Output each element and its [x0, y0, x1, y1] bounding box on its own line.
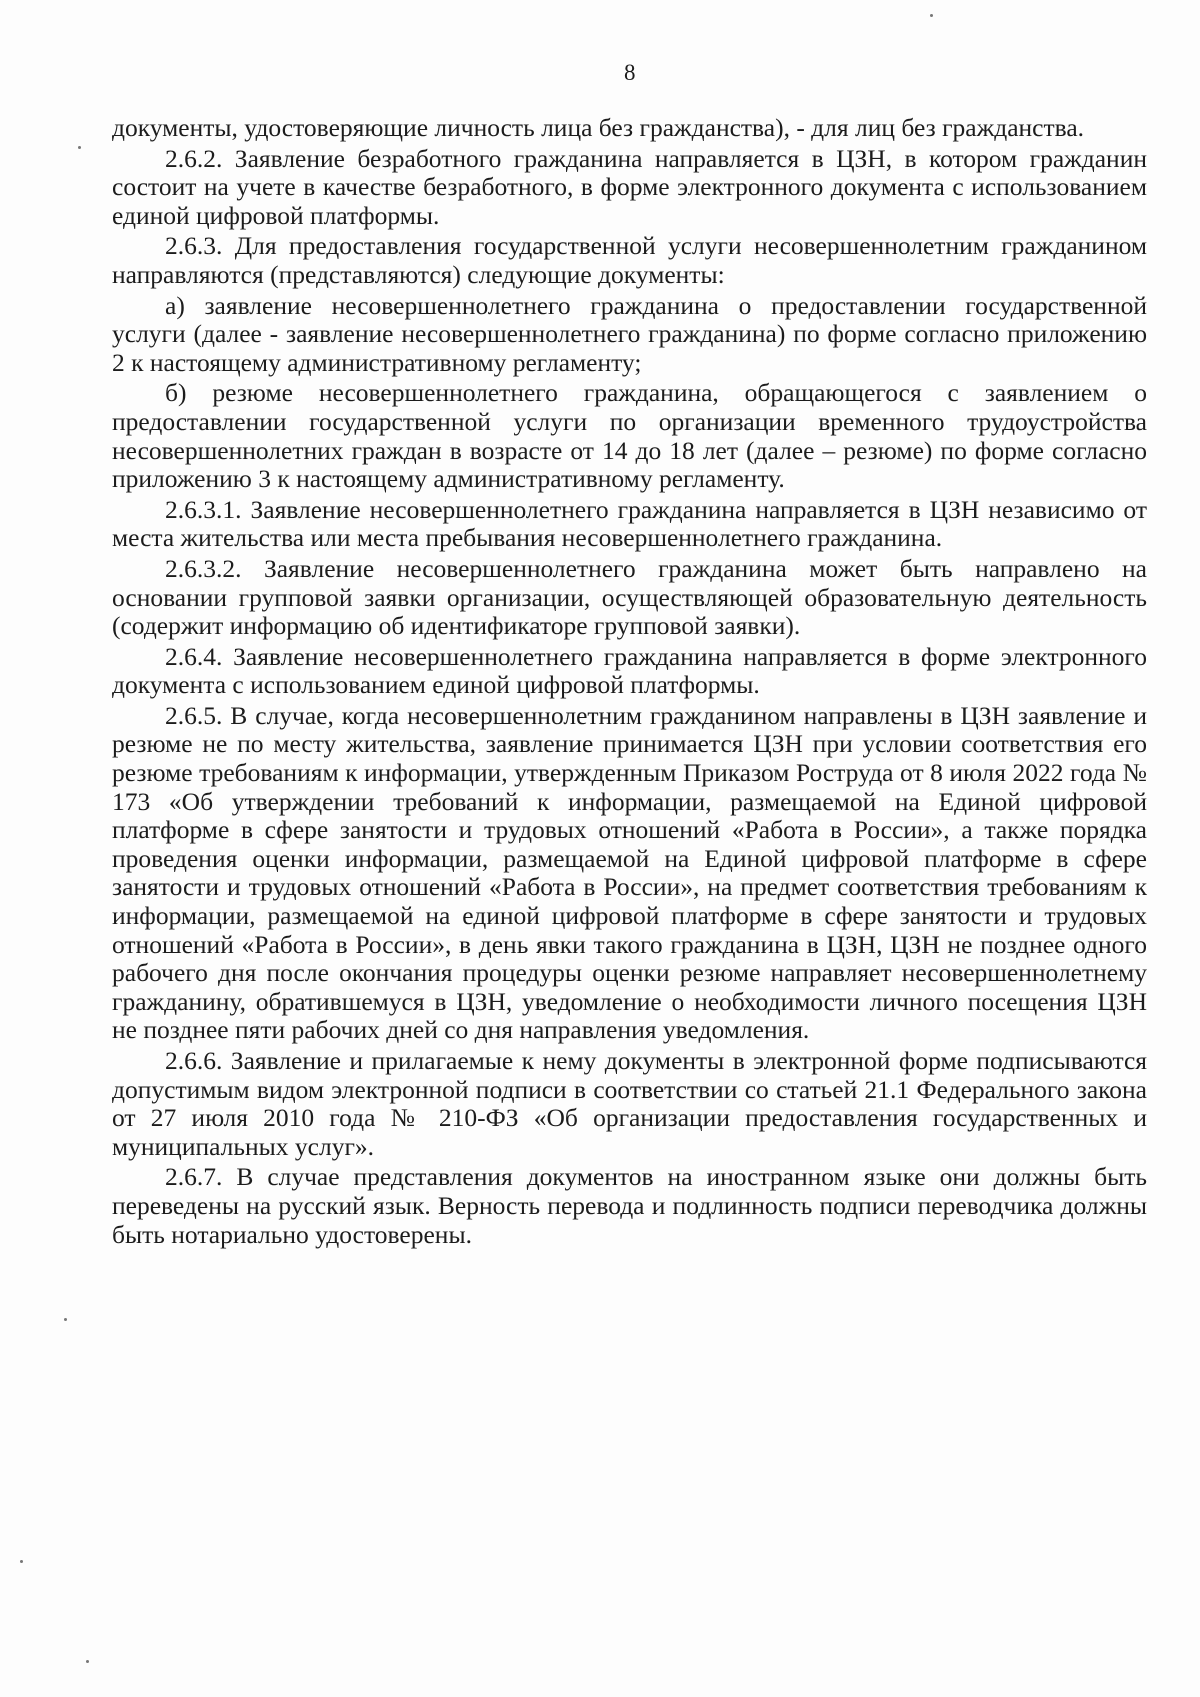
paragraph-2-6-3-1: 2.6.3.1. Заявление несовершеннолетнего гражданина направляется в ЦЗН независимо от места жительства или места пребывания несовершеннолетнего гражданина. — [112, 494, 1147, 553]
paragraph-2-6-7: 2.6.7. В случае представления документов на иностранном языке они должны быть переведены на русский язык. Верность перевода и подлинность подписи переводчика должны быть нотариально удостоверены. — [112, 1162, 1147, 1249]
paragraph-2-6-6: 2.6.6. Заявление и прилагаемые к нему документы в электронной форме подписываются допустимым видом электронной подписи в соответствии со статьей 21.1 Федерального закона от 27 июля 2010 года № 210-ФЗ «Об организации предоставления государственных и муниципальных услуг». — [112, 1046, 1147, 1161]
scan-speck — [64, 1318, 67, 1321]
paragraph-continuation: документы, удостоверяющие личность лица без гражданства), - для лиц без гражданства. — [112, 113, 1085, 142]
paragraph-2-6-2: 2.6.2. Заявление безработного гражданина направляется в ЦЗН, в котором гражданин состоит на учете в качестве безработного, в форме электронного документа с использованием единой цифровой платформы. — [112, 143, 1147, 230]
document-body — [112, 114, 1147, 1251]
paragraph-2-6-3-2: 2.6.3.2. Заявление несовершеннолетнего гражданина может быть направлено на основании групповой заявки организации, осуществляющей образовательную деятельность (содержит информацию об идентификаторе групповой заявки). — [112, 553, 1147, 641]
page-number: 8 — [624, 60, 636, 85]
paragraph-item-a: а) заявление несовершеннолетнего гражданина о предоставлении государственной услуги (далее - заявление несовершеннолетнего гражданина) по форме согласно приложению 2 к настоящему административному регламенту; — [112, 290, 1147, 377]
scan-speck — [20, 1560, 23, 1563]
scan-speck — [78, 146, 81, 149]
paragraph-2-6-5: 2.6.5. В случае, когда несовершеннолетним гражданином направлены в ЦЗН заявление и резюме не по месту жительства, заявление принимается ЦЗН при условии соответствия его резюме требованиям к информации, утвержденным Приказом Роструда от 8 июля 2022 года № 173 «Об утверждении требований к информации, размещаемой на Единой цифровой платформе в сфере занятости и трудовых отношений «Работа в России», а также порядка проведения оценки информации, размещаемой на Единой цифровой платформе в сфере занятости и трудовых отношений «Работа в России», на предмет соответствия требованиям к информации, размещаемой на единой цифровой платформе в сфере занятости и трудовых отношений «Работа в России», в день явки такого гражданина в ЦЗН, ЦЗН не позднее одного рабочего дня после окончания процедуры оценки резюме направляет несовершеннолетнему гражданину, обратившемуся в ЦЗН, уведомление о необходимости личного посещения ЦЗН не позднее пяти рабочих дней со дня направления уведомления. — [112, 700, 1147, 1045]
scan-speck — [86, 1660, 89, 1663]
paragraph-2-6-3: 2.6.3. Для предоставления государственной услуги несовершеннолетним гражданином направляются (представляются) следующие документы: — [112, 231, 1147, 289]
scan-speck — [930, 14, 933, 17]
paragraph-2-6-4: 2.6.4. Заявление несовершеннолетнего гражданина направляется в форме электронного документа с использованием единой цифровой платформы. — [112, 641, 1147, 700]
paragraph-item-b: б) резюме несовершеннолетнего гражданина, обращающегося с заявлением о предоставлении государственной услуги по организации временного трудоустройства несовершеннолетних граждан в возрасте от 14 до 18 лет (далее – резюме) по форме согласно приложению 3 к настоящему административному регламенту. — [112, 378, 1147, 494]
